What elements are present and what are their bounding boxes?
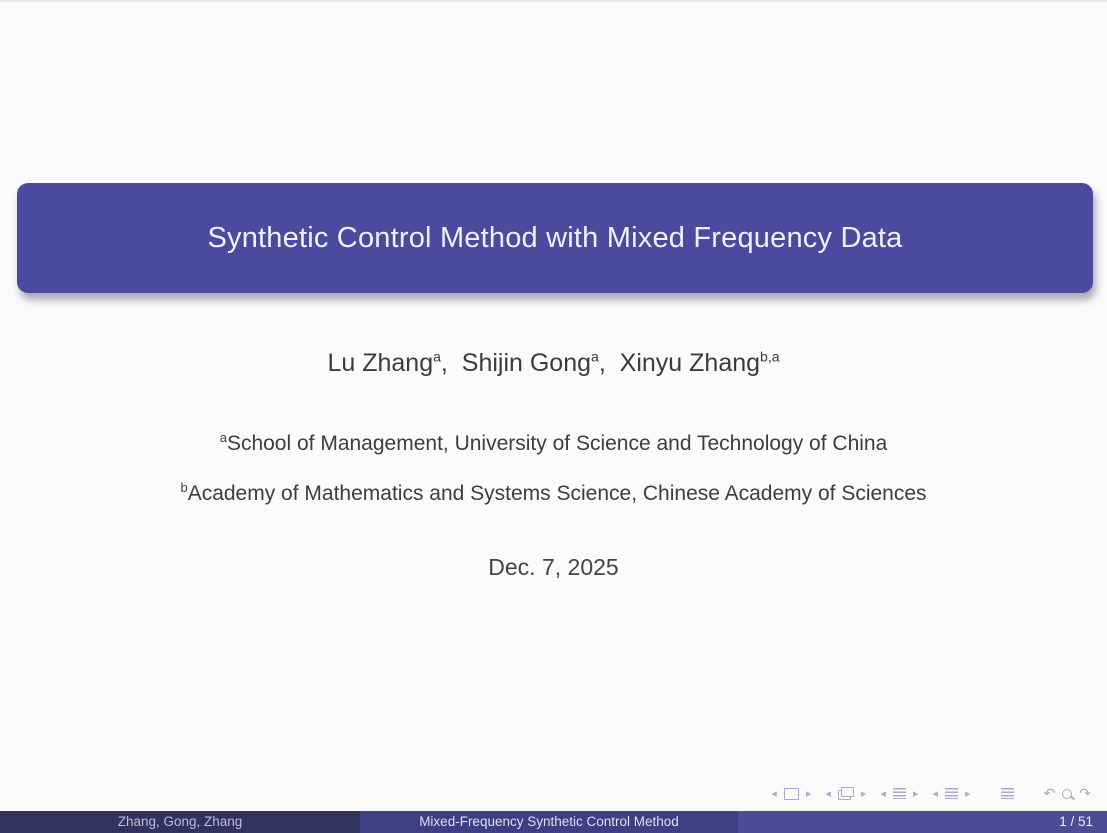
history-nav-group (1044, 787, 1091, 801)
next-section-icon[interactable]: ▸ (965, 787, 971, 800)
affiliation-text: School of Management, University of Science and Technology of China (226, 432, 888, 455)
affiliation-marker: a (219, 430, 227, 445)
prev-subsection-icon[interactable]: ◂ (880, 787, 886, 800)
slide-title: Synthetic Control Method with Mixed Frequency Data (207, 221, 903, 254)
prev-frame-icon[interactable]: ◂ (825, 787, 831, 800)
affiliation-b (0, 480, 1107, 506)
title-banner (17, 183, 1093, 293)
footline-page-indicator: 1 / 51 (738, 811, 1107, 833)
prev-slide-icon[interactable]: ◂ (771, 787, 777, 800)
author (462, 349, 613, 377)
author (327, 349, 454, 377)
section-nav-group (932, 788, 970, 799)
next-subsection-icon[interactable]: ▸ (912, 787, 919, 800)
author-affil-superscript: b,a (760, 349, 780, 365)
author-name: Lu Zhang (327, 349, 434, 378)
section-icon[interactable] (945, 788, 958, 799)
author-affil-superscript: a (433, 349, 441, 365)
affiliation-text: Academy of Mathematics and Systems Science, Chinese Academy of Sciences (187, 482, 927, 505)
beamer-navigation-bar (757, 785, 1091, 802)
affiliation-a (0, 430, 1107, 456)
author-name: Shijin Gong (461, 349, 592, 378)
next-frame-icon[interactable]: ▸ (860, 787, 867, 800)
next-slide-icon[interactable]: ▸ (805, 787, 812, 800)
subsection-nav-group (880, 788, 918, 799)
subsection-icon[interactable] (893, 788, 906, 799)
author-line (0, 349, 1107, 378)
go-forward-icon[interactable]: ↷ (1079, 785, 1091, 802)
author-affil-superscript: a (591, 349, 599, 365)
frame-nav-group (825, 787, 866, 800)
document-nav-group (1001, 788, 1014, 799)
footline (0, 811, 1107, 833)
author (620, 349, 780, 377)
go-back-icon[interactable]: ↶ (1043, 785, 1056, 802)
author-separator: , (440, 349, 455, 378)
appendix-icon[interactable] (1001, 788, 1014, 799)
prev-section-icon[interactable]: ◂ (932, 787, 938, 800)
slide-nav-group (771, 788, 811, 800)
slide-frame-icon[interactable] (784, 788, 799, 800)
affiliation-marker: b (180, 480, 188, 495)
author-name: Xinyu Zhang (619, 349, 761, 378)
footline-short-title: Mixed-Frequency Synthetic Control Method (360, 811, 738, 833)
presentation-date: Dec. 7, 2025 (488, 554, 619, 580)
slide-top-edge (0, 0, 1107, 2)
frames-icon[interactable] (838, 787, 854, 800)
footline-authors: Zhang, Gong, Zhang (0, 811, 360, 833)
author-separator: , (598, 349, 613, 378)
search-icon[interactable] (1062, 789, 1072, 799)
